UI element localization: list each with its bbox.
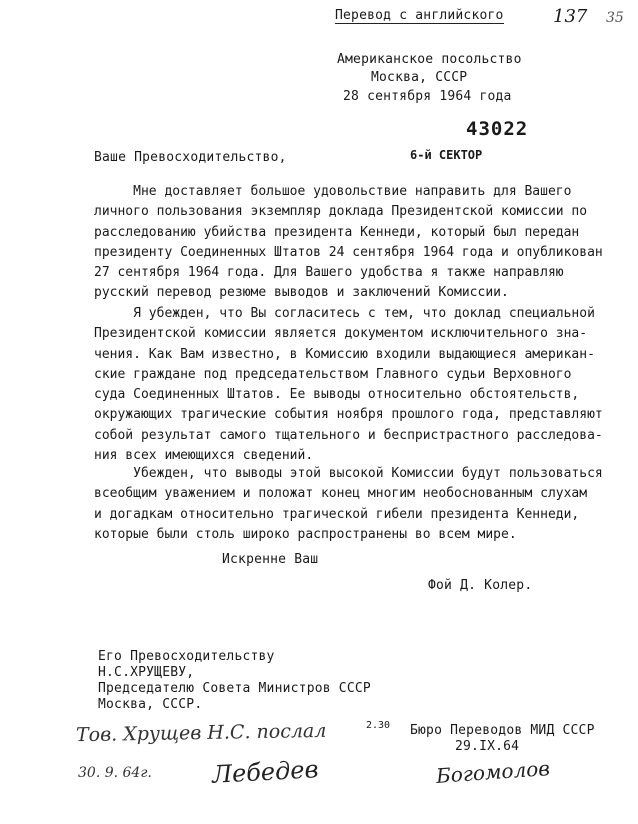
sender-city: Москва, СССР [371,70,468,85]
text-line: окружающих трагические события ноября прошлого года, представляют [94,407,603,423]
signature-left: Лебедев [211,755,320,789]
signature-right: Богомолов [435,756,551,788]
text-line: Убежден, что выводы этой высокой Комиссии будут пользоваться [94,466,603,481]
corner-mark: 35 [606,10,624,26]
addressee-line-1: Его Превосходительству [98,649,275,664]
body-paragraph-1 [94,182,614,304]
bureau-stamp: Бюро Переводов МИД СССР [410,723,595,738]
text-line: расследованию убийства президента Кеннеди, который был передан [94,224,580,240]
text-line: которые были столь широко распространены во всем мире. [94,526,517,542]
handwritten-note: Тов. Хрущев Н.С. послал [75,719,327,747]
text-line: чения. Как Вам известно, в Комиссию входили выдающиеся американ- [94,346,595,362]
text-line: Мне доставляет большое удовольствие направить для Вашего [94,184,572,199]
sender-date: 28 сентября 1964 года [343,89,512,104]
text-line: и догадкам относительно трагической гибели президента Кеннеди, [94,506,580,522]
text-line: личного пользования экземпляр доклада Президентской комиссии по [94,204,588,220]
text-line: ские граждане под председательством Главного судьи Верховного [94,366,572,382]
text-line: Я убежден, что Вы согласитесь с тем, что доклад специальной [94,306,595,321]
text-line: всеобщим уважением и положат конец многим необоснованным слухам [94,486,588,502]
body-paragraph-2 [94,304,614,466]
addressee-line-4: Москва, СССР. [98,697,203,712]
corner-number: 137 [553,6,588,27]
translation-note: Перевод с английского [335,8,504,23]
closing: Искренне Ваш [222,552,319,567]
addressee-line-2: Н.С.ХРУЩЕВУ, [98,665,195,680]
salutation: Ваше Превосходительство, [94,150,287,165]
body-paragraph-3 [94,464,614,545]
handwritten-date: 30. 9. 64г. [78,765,152,781]
sector-stamp: 6-й СЕКТОР [410,148,483,162]
text-line: ния всех имеющихся сведений. [94,448,314,464]
text-line: суда Соединенных Штатов. Ее выводы относительно обстоятельств, [94,387,580,403]
sender-embassy: Американское посольство [337,52,522,67]
signatory-name: Фой Д. Колер. [428,578,533,593]
bureau-date: 29.IX.64 [455,739,520,754]
text-line: президенту Соединенных Штатов 24 сентября 1964 года и опубликован [94,244,603,260]
text-line: собой результат самого тщательного и беспристрастного расследова- [94,427,603,443]
time-mark: 2.30 [366,720,391,731]
text-line: 27 сентября 1964 года. Для Вашего удобства я также направляю [94,265,564,281]
registry-number: 43022 [466,118,529,140]
addressee-line-3: Председателю Совета Министров СССР [98,681,371,696]
text-line: Президентской комиссии является документом исключительного зна- [94,326,588,342]
text-line: русский перевод резюме выводов и заключений Комиссии. [94,285,509,301]
